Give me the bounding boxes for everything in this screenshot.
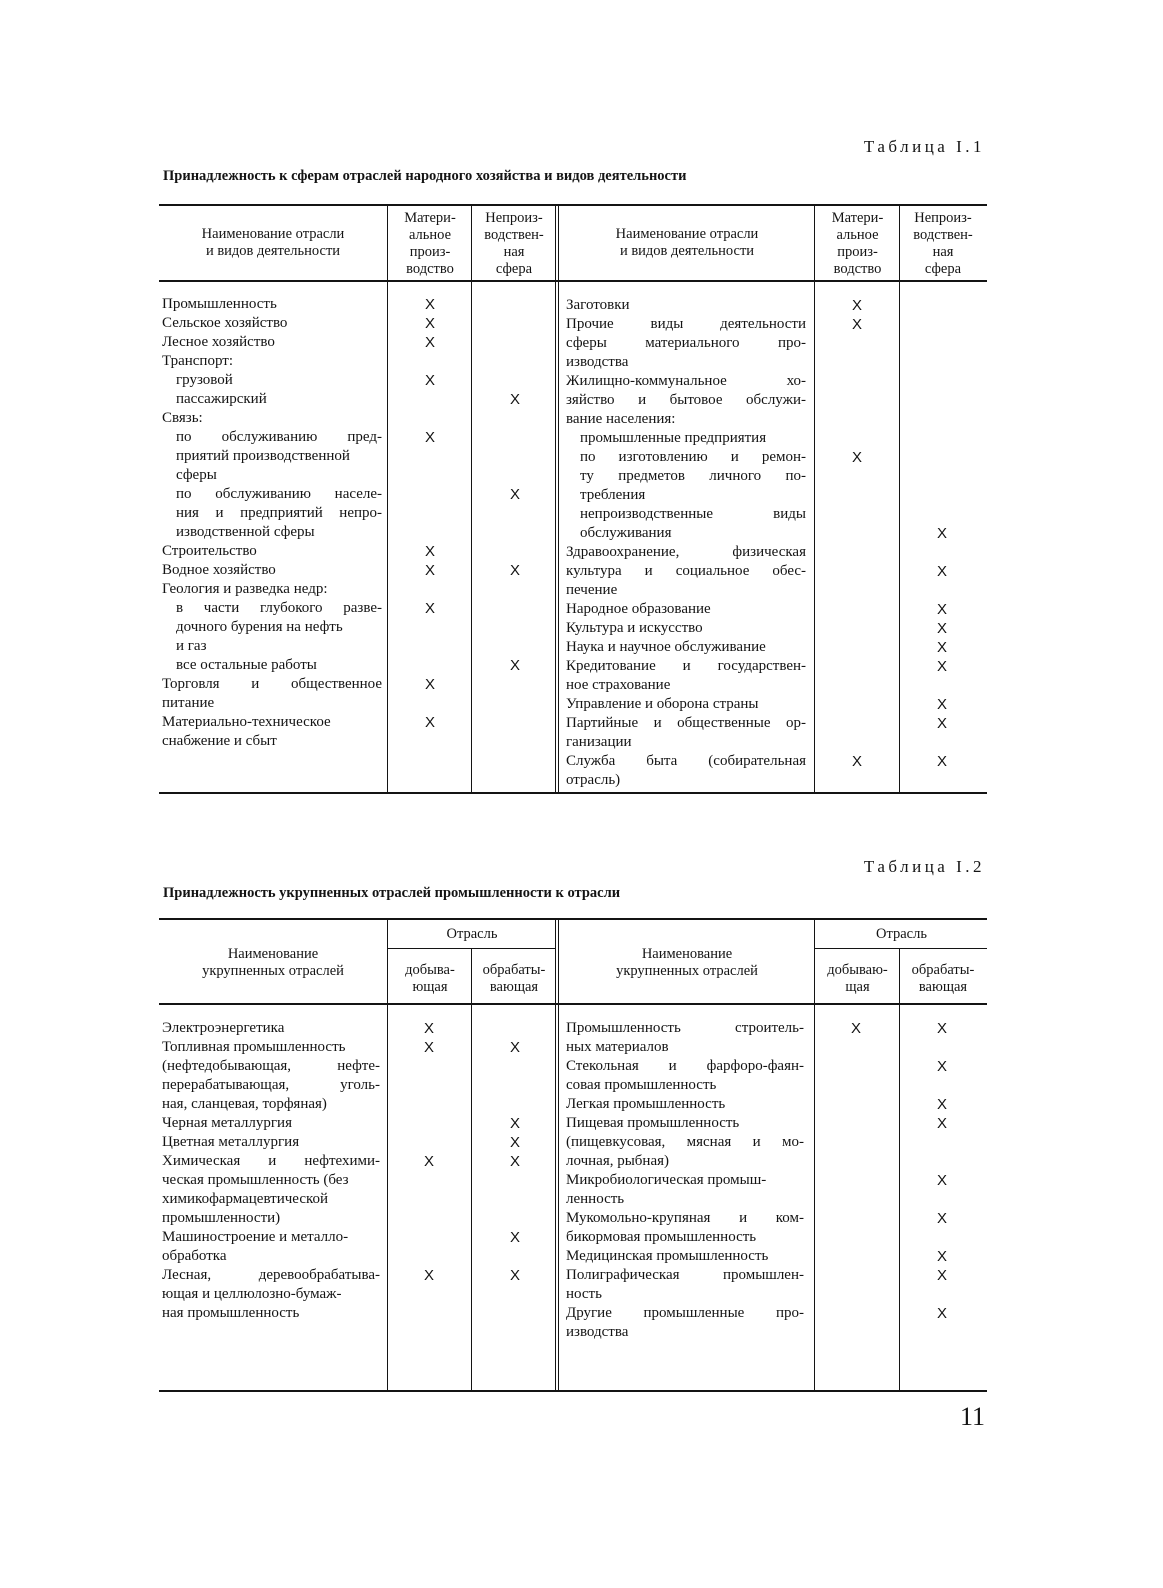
table2-col-divider [899, 949, 900, 1391]
row-label: Наука и научное обслуживание [566, 639, 766, 655]
nonproductive-mark: X [509, 657, 520, 674]
material-mark: X [424, 714, 435, 731]
table1-col-divider [814, 205, 815, 793]
row-label: Другие промышленные про- [566, 1305, 804, 1321]
table2-header-group-left: Отрасль [446, 926, 498, 942]
table1-header-material-left: Матери- альное произ- водство [404, 210, 456, 277]
processing-mark: X [509, 1134, 520, 1151]
row-label: культура и социальное обес- [566, 563, 806, 579]
processing-mark: X [936, 1020, 947, 1037]
row-label: Материально-техническое [162, 714, 331, 730]
processing-mark: X [936, 1058, 947, 1075]
table2-header-extracting-right: добываю- щая [827, 962, 888, 995]
row-label: зяйство и бытовое обслужи- [566, 392, 806, 408]
table2-header-extracting-left: добыва- ющая [405, 962, 455, 995]
table2-header-processing-left: обрабаты- вающая [482, 962, 546, 995]
table1-label: Таблица I.1 [863, 137, 985, 156]
material-mark: X [424, 676, 435, 693]
table2-header-rule [159, 1003, 987, 1005]
extracting-mark: X [423, 1020, 434, 1037]
row-label: и газ [176, 638, 207, 654]
row-label: ческая промышленность (без [162, 1172, 349, 1188]
row-label: Промышленность [162, 296, 277, 312]
row-label: изводства [566, 354, 629, 370]
material-mark: X [851, 316, 862, 333]
processing-mark: X [936, 1096, 947, 1113]
row-label: Черная металлургия [162, 1115, 292, 1131]
material-mark: X [424, 334, 435, 351]
material-mark: X [424, 296, 435, 313]
extracting-mark: X [423, 1039, 434, 1056]
row-label: в части глубокого разве- [176, 600, 382, 616]
table1-col-divider [899, 205, 900, 793]
row-label: ния и предприятий непро- [176, 505, 382, 521]
page-number: 11 [959, 1402, 985, 1431]
row-label: ных материалов [566, 1039, 669, 1055]
table2-bottom-rule [159, 1390, 987, 1392]
row-label: (пищевкусовая, мясная и мо- [566, 1134, 804, 1150]
table2-double-divider [555, 919, 556, 1391]
row-label: обслуживания [580, 525, 672, 541]
row-label: Служба быта (собирательная [566, 753, 806, 769]
row-label: Культура и искусство [566, 620, 703, 636]
row-label: Лесная, деревообрабатыва- [162, 1267, 380, 1283]
row-label: Управление и оборона страны [566, 696, 759, 712]
nonproductive-mark: X [509, 562, 520, 579]
table2-top-rule [159, 918, 987, 920]
table1-col-divider [387, 205, 388, 793]
nonproductive-mark: X [936, 658, 947, 675]
row-label: Здравоохранение, физическая [566, 544, 806, 560]
nonproductive-mark: X [509, 486, 520, 503]
nonproductive-mark: X [936, 753, 947, 770]
row-label: пассажирский [176, 391, 267, 407]
row-label: Стекольная и фарфоро-фаян- [566, 1058, 804, 1074]
row-label: ность [566, 1286, 602, 1302]
table2-col-divider [471, 949, 472, 1391]
row-label: (нефтедобывающая, нефте- [162, 1058, 380, 1074]
row-label: Сельское хозяйство [162, 315, 288, 331]
row-label: изводственной сферы [176, 524, 315, 540]
table2-header-group-right: Отрасль [876, 926, 927, 942]
row-label: снабжение и сбыт [162, 733, 277, 749]
material-mark: X [424, 429, 435, 446]
nonproductive-mark: X [936, 696, 947, 713]
row-label: Кредитование и государствен- [566, 658, 806, 674]
table2-col-divider [387, 919, 388, 1391]
row-label: питание [162, 695, 215, 711]
row-label: Жилищно-коммунальное хо- [566, 373, 806, 389]
table2-label: Таблица I.2 [863, 857, 985, 876]
table2-caption: Принадлежность укрупненных отраслей промышленности к отрасли [163, 885, 621, 901]
processing-mark: X [509, 1267, 520, 1284]
row-label: Геология и разведка недр: [162, 581, 328, 597]
processing-mark: X [936, 1267, 947, 1284]
row-label: требления [580, 487, 646, 503]
table2-header-name-right: Наименование укрупненных отраслей [616, 946, 758, 979]
nonproductive-mark: X [936, 715, 947, 732]
row-label: ленность [566, 1191, 625, 1207]
extracting-mark: X [423, 1153, 434, 1170]
row-label: Лесное хозяйство [162, 334, 275, 350]
nonproductive-mark: X [936, 525, 947, 542]
row-label: перерабатывающая, уголь- [162, 1077, 380, 1093]
table1-bottom-rule [159, 792, 987, 794]
row-label: по изготовлению и ремон- [580, 449, 806, 465]
table2-double-divider [558, 919, 559, 1391]
processing-mark: X [936, 1172, 947, 1189]
material-mark: X [424, 600, 435, 617]
nonproductive-mark: X [509, 391, 520, 408]
row-label: Строительство [162, 543, 257, 559]
row-label: Промышленность строитель- [566, 1020, 804, 1036]
row-label: Электроэнергетика [162, 1020, 285, 1036]
material-mark: X [851, 753, 862, 770]
processing-mark: X [936, 1248, 947, 1265]
row-label: приятий производственной [176, 448, 350, 464]
processing-mark: X [509, 1039, 520, 1056]
row-label: Машиностроение и металло- [162, 1229, 349, 1245]
row-label: Микробиологическая промыш- [566, 1172, 767, 1188]
row-label: обработка [162, 1248, 227, 1264]
processing-mark: X [936, 1115, 947, 1132]
row-label: вание населения: [566, 411, 676, 427]
material-mark: X [424, 543, 435, 560]
row-label: Медицинская промышленность [566, 1248, 769, 1264]
row-label: химикофармацевтической [162, 1191, 329, 1207]
row-label: ту предметов личного по- [580, 468, 806, 484]
row-label: ганизации [566, 734, 632, 750]
row-label: сферы материального про- [566, 335, 806, 351]
row-label: ная, сланцевая, торфяная) [162, 1096, 327, 1112]
row-label: Партийные и общественные ор- [566, 715, 806, 731]
nonproductive-mark: X [936, 563, 947, 580]
table1-header-nonproductive-right: Непроиз- водствен- ная сфера [913, 210, 973, 277]
table1-top-rule [159, 204, 987, 206]
row-label: сферы [176, 467, 217, 483]
row-label: изводства [566, 1324, 629, 1340]
row-label: Транспорт: [162, 353, 233, 369]
row-label: печение [566, 582, 618, 598]
table1-header-name-right: Наименование отрасли и видов деятельности [615, 226, 759, 259]
row-label: Цветная металлургия [162, 1134, 300, 1150]
row-label: Полиграфическая промышлен- [566, 1267, 804, 1283]
processing-mark: X [509, 1153, 520, 1170]
row-label: все остальные работы [176, 657, 317, 673]
nonproductive-mark: X [936, 620, 947, 637]
row-label: Водное хозяйство [162, 562, 276, 578]
row-label: по обслуживанию населе- [176, 486, 382, 502]
processing-mark: X [509, 1229, 520, 1246]
table1-double-divider [555, 205, 556, 793]
nonproductive-mark: X [936, 639, 947, 656]
row-label: ющая и целлюлозно-бумаж- [162, 1286, 342, 1302]
row-label: лочная, рыбная) [566, 1153, 670, 1169]
table2-group-rule-right [814, 948, 987, 949]
table1-header-name-left: Наименование отрасли и видов деятельности [201, 226, 345, 259]
row-label: Прочие виды деятельности [566, 316, 806, 332]
material-mark: X [424, 315, 435, 332]
table2-col-divider [814, 919, 815, 1391]
row-label: Легкая промышленность [566, 1096, 726, 1112]
row-label: непроизводственные виды [580, 506, 806, 522]
row-label: ная промышленность [162, 1305, 300, 1321]
table1-header-nonproductive-left: Непроиз- водствен- ная сфера [484, 210, 544, 277]
row-label: Народное образование [566, 601, 711, 617]
row-label: Пищевая промышленность [566, 1115, 740, 1131]
row-label: Мукомольно-крупяная и ком- [566, 1210, 804, 1226]
processing-mark: X [509, 1115, 520, 1132]
material-mark: X [851, 449, 862, 466]
row-label: грузовой [176, 372, 233, 388]
table1-col-divider [471, 205, 472, 793]
row-label: дочного бурения на нефть [176, 619, 343, 635]
table1-header-rule [159, 280, 987, 282]
processing-mark: X [936, 1210, 947, 1227]
extracting-mark: X [423, 1267, 434, 1284]
row-label: по обслуживанию пред- [176, 429, 382, 445]
row-label: промышленные предприятия [580, 430, 767, 446]
row-label: промышленности) [162, 1210, 281, 1226]
row-label: Торговля и общественное [162, 676, 382, 692]
row-label: Топливная промышленность [162, 1039, 346, 1055]
table1-double-divider [558, 205, 559, 793]
material-mark: X [424, 562, 435, 579]
row-label: бикормовая промышленность [566, 1229, 757, 1245]
material-mark: X [424, 372, 435, 389]
extracting-mark: X [850, 1020, 861, 1037]
material-mark: X [851, 297, 862, 314]
row-label: совая промышленность [566, 1077, 717, 1093]
row-label: отрасль) [566, 772, 621, 788]
table1-caption: Принадлежность к сферам отраслей народного хозяйства и видов деятельности [163, 168, 687, 184]
table1-header-material-right: Матери- альное произ- водство [831, 210, 884, 277]
processing-mark: X [936, 1305, 947, 1322]
row-label: Химическая и нефтехими- [162, 1153, 380, 1169]
table2-header-name-left: Наименование укрупненных отраслей [202, 946, 344, 979]
row-label: ное страхование [566, 677, 671, 693]
row-label: Заготовки [566, 297, 630, 313]
nonproductive-mark: X [936, 601, 947, 618]
table2-header-processing-right: обрабаты- вающая [911, 962, 975, 995]
row-label: Связь: [162, 410, 203, 426]
